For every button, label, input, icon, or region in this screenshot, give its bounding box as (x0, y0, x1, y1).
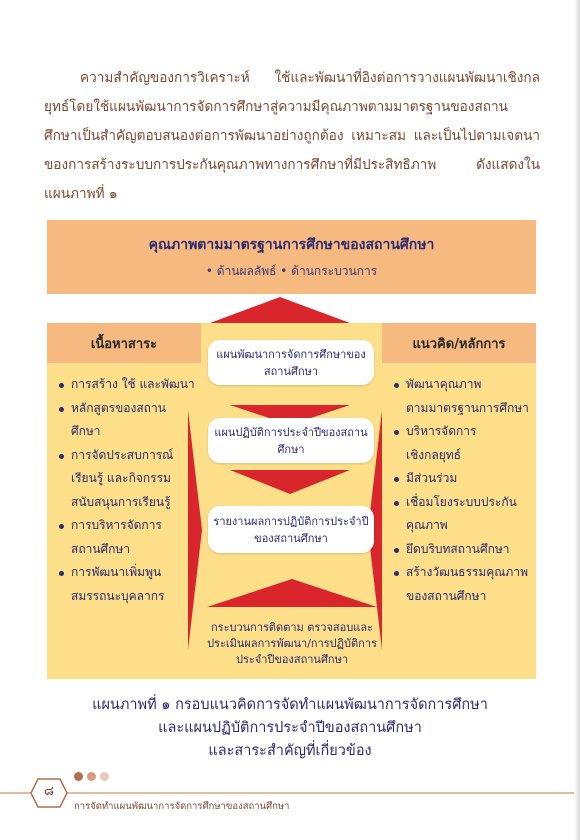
list-item: ตามมาตรฐานการศึกษา (406, 400, 529, 415)
quality-standard-subtitle: • ด้านผลลัพธ์ • ด้านกระบวนการ (205, 264, 378, 278)
monitoring-process-box: กระบวนการติดตาม ตรวจสอบและประเมินผลการพัฒนา/การปฏิบัติการประจำปีของสถานศึกษา (207, 621, 377, 666)
content-list (47, 363, 201, 608)
down-arrow-2 (230, 470, 350, 494)
figure-caption (40, 694, 540, 763)
decorative-dots (74, 772, 109, 781)
left-side-arrow (188, 410, 202, 650)
list-item: คุณภาพ (406, 518, 448, 532)
footer-rule (0, 792, 574, 794)
annual-plan-box: แผนปฏิบัติการประจำปีของสถานศึกษา (208, 418, 374, 463)
list-item: ยึดบริบทสถานศึกษา (392, 538, 530, 562)
intro-text: ความสำคัญของการวิเคราะห์ ใช้และพัฒนาที่อิงต่อการวางแผนพัฒนาเชิงกลยุทธ์โดยใช้แผนพัฒนาการจัดการศึกษาสู่ความมีคุณภาพตามมาตรฐานของสถานศึกษาเป็นสำคัญตอบสนองต่อการพัฒนาอย่างถูกต้อง เหมาะสม และเป็นไปตามเจตนาของการสร้างระบบการประกันคุณภาพทางการศึกษาที่มีประสิทธิภาพ ดังแสดงในแผนภาพที่ ๑ (44, 70, 540, 202)
footer-title: การจัดทำแผนพัฒนาการจัดการศึกษาของสถานศึกษา (74, 801, 290, 812)
development-plan-box: แผนพัฒนาการจัดการศึกษาของสถานศึกษา (208, 340, 374, 385)
up-arrow-top (210, 297, 350, 323)
list-item: การสร้าง ใช้ และพัฒนา (57, 373, 195, 397)
caption-line-3: และสาระสำคัญที่เกี่ยวข้อง (208, 743, 372, 759)
quality-standard-box (47, 220, 536, 294)
content-panel (47, 323, 201, 679)
list-item: สนับสนุนการเรียนรู้ (71, 494, 171, 509)
list-item: สมรรถนะบุคลากร (71, 588, 165, 603)
list-item: การพัฒนาเพิ่มพูน (57, 561, 195, 585)
list-item: การจัดประสบการณ์ (57, 444, 195, 468)
list-item: หลักสูตรของสถานศึกษา (57, 397, 195, 444)
list-item: สถานศึกษา (71, 541, 131, 556)
principles-list (382, 363, 536, 608)
annual-report-box: รายงานผลการปฏิบัติการประจำปีของสถานศึกษา (208, 506, 374, 553)
list-item: เชื่อมโยงระบบประกัน (392, 491, 530, 515)
caption-line-1: แผนภาพที่ ๑ กรอบแนวคิดการจัดทำแผนพัฒนาการจัดการศึกษา (92, 697, 488, 713)
page-number: ๘ (43, 784, 55, 799)
principles-panel-heading: แนวคิด/หลักการ (382, 323, 536, 363)
dot (87, 772, 96, 781)
list-item: บริหารจัดการ (392, 420, 530, 444)
dot (74, 772, 83, 781)
list-item: มีส่วนร่วม (392, 467, 530, 491)
intro-paragraph (44, 64, 540, 209)
quality-standard-title: คุณภาพตามมาตรฐานการศึกษาของสถานศึกษา (148, 237, 435, 253)
list-item: พัฒนาคุณภาพ (392, 373, 530, 397)
list-item: ของสถานศึกษา (406, 588, 487, 603)
content-panel-heading: เนื้อหาสาระ (47, 323, 201, 363)
up-arrow-bottom (207, 579, 377, 607)
page-edge-shadow (574, 0, 580, 840)
list-item: การบริหารจัดการ (57, 514, 195, 538)
dot (100, 772, 109, 781)
list-item: เชิงกลยุทธ์ (406, 447, 461, 462)
principles-panel (382, 323, 536, 679)
list-item: เรียนรู้ และกิจกรรม (71, 471, 171, 485)
list-item: สร้างวัฒนธรรมคุณภาพ (392, 561, 530, 585)
caption-line-2: และแผนปฏิบัติการประจำปีของสถานศึกษา (158, 720, 422, 736)
